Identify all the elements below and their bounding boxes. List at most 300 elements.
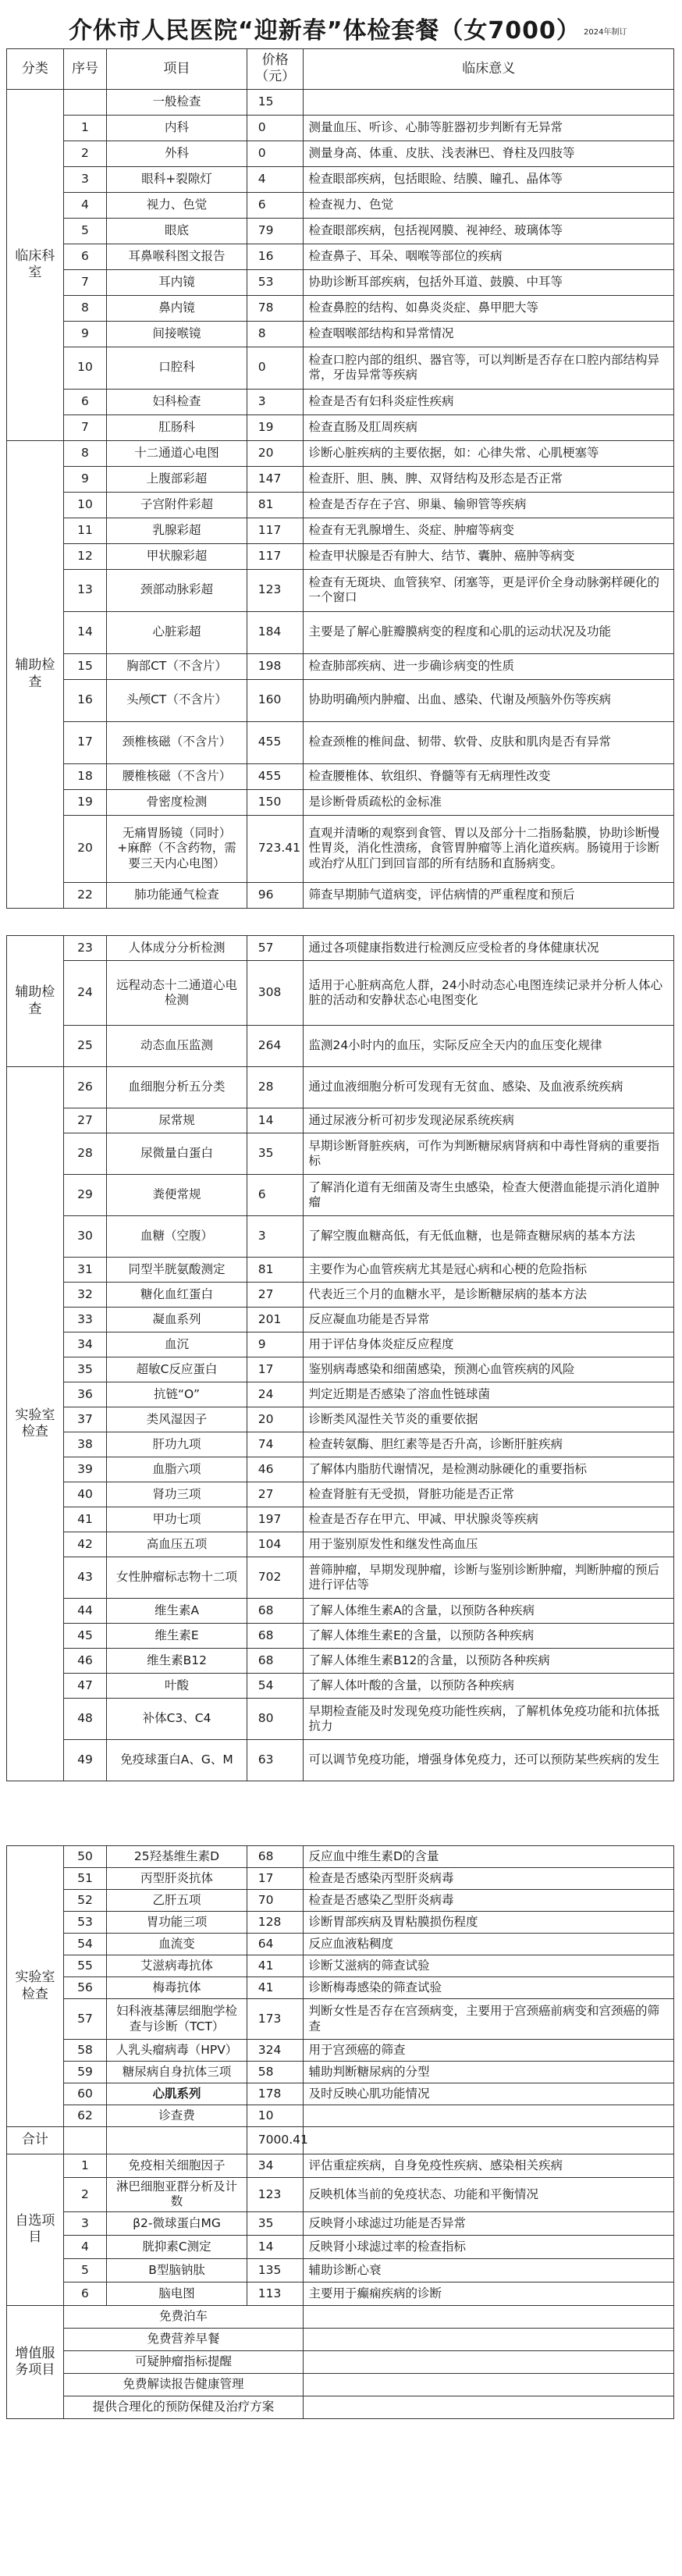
- price-cell: 723.41: [247, 815, 304, 882]
- seq-cell: 4: [63, 192, 107, 218]
- seq-cell: 48: [63, 1699, 107, 1740]
- seq-cell: 38: [63, 1432, 107, 1457]
- meaning-cell: 反应血中维生素D的含量: [304, 1846, 674, 1868]
- meaning-cell: 检查肾脏有无受损，肾脏功能是否正常: [304, 1482, 674, 1507]
- price-cell: 117: [247, 518, 304, 543]
- table-row: [7, 218, 674, 244]
- price-cell: 0: [247, 141, 304, 166]
- table-row: [7, 789, 674, 815]
- seq-cell: 9: [63, 321, 107, 347]
- seq-cell: 45: [63, 1624, 107, 1649]
- table-row: [7, 89, 674, 115]
- table-row: [7, 2258, 674, 2282]
- item-cell: 眼科+裂隙灯: [107, 166, 247, 192]
- item-cell: 糖化血红蛋白: [107, 1283, 247, 1308]
- seq-cell: 17: [63, 721, 107, 763]
- table-row: [7, 1557, 674, 1599]
- item-cell: 维生素B12: [107, 1649, 247, 1674]
- seq-cell: 7: [63, 269, 107, 295]
- meaning-cell: 辅助诊断心衰: [304, 2258, 674, 2282]
- price-cell: 0: [247, 115, 304, 141]
- service-item: 免费解读报告健康管理: [63, 2373, 304, 2396]
- table-row: [7, 721, 674, 763]
- item-cell: 颈部动脉彩超: [107, 569, 247, 611]
- seq-cell: 12: [63, 543, 107, 569]
- meaning-cell: [304, 2105, 674, 2127]
- item-cell: β2-微球蛋白MG: [107, 2211, 247, 2235]
- meaning-cell: 检查颈椎的椎间盘、韧带、软骨、皮肤和肌肉是否有异常: [304, 721, 674, 763]
- edition-note: 2024年制订: [584, 28, 627, 37]
- table-row: [7, 1649, 674, 1674]
- item-cell: 子宫附件彩超: [107, 492, 247, 518]
- seq-cell: 16: [63, 679, 107, 721]
- item-cell: 免疫球蛋白A、G、M: [107, 1740, 247, 1781]
- item-cell: 血沉: [107, 1332, 247, 1357]
- item-cell: 肾功三项: [107, 1482, 247, 1507]
- meaning-cell: 了解体内脂肪代谢情况，是检测动脉硬化的重要指标: [304, 1457, 674, 1482]
- table-row: [7, 1216, 674, 1258]
- service-item: 可疑肿瘤指标提醒: [63, 2350, 304, 2373]
- price-cell: 17: [247, 1357, 304, 1382]
- price-cell: 70: [247, 1890, 304, 1912]
- page-title: 介休市人民医院“迎新春”体检套餐（女7000）: [69, 17, 581, 44]
- meaning-cell: 检查有无乳腺增生、炎症、肿瘤等病变: [304, 518, 674, 543]
- seq-cell: [63, 89, 107, 115]
- item-cell: 颈椎核磁（不含片）: [107, 721, 247, 763]
- price-cell: 57: [247, 936, 304, 961]
- price-cell: 117: [247, 543, 304, 569]
- table-row: [7, 1283, 674, 1308]
- table-row: [7, 2040, 674, 2062]
- item-cell: 动态血压监测: [107, 1026, 247, 1067]
- price-cell: 198: [247, 653, 304, 679]
- meaning-cell: 了解人体维生素B12的含量，以预防各种疾病: [304, 1649, 674, 1674]
- item-cell: 鼻内镜: [107, 295, 247, 321]
- table-row: [7, 1308, 674, 1332]
- section-label: 实验室检查: [7, 1846, 64, 2127]
- price-cell: 81: [247, 492, 304, 518]
- item-cell: 心肌系列: [107, 2083, 247, 2105]
- meaning-cell: 用于鉴别原发性和继发性高血压: [304, 1532, 674, 1557]
- meaning-cell: 用于评估身体炎症反应程度: [304, 1332, 674, 1357]
- table-row: [7, 1133, 674, 1175]
- price-cell: 160: [247, 679, 304, 721]
- table-row: [7, 1332, 674, 1357]
- seq-cell: 43: [63, 1557, 107, 1599]
- table-row: [7, 2235, 674, 2258]
- price-cell: 3: [247, 1216, 304, 1258]
- table-row: [7, 295, 674, 321]
- meaning-cell: 协助明确颅内肿瘤、出血、感染、代谢及颅脑外伤等疾病: [304, 679, 674, 721]
- item-cell: 胃功能三项: [107, 1912, 247, 1934]
- table-row: [7, 2178, 674, 2212]
- meaning-cell: 检查咽喉部结构和异常情况: [304, 321, 674, 347]
- meaning-cell: 反映肾小球滤过功能是否异常: [304, 2211, 674, 2235]
- item-cell: 耳鼻喉科图文报告: [107, 244, 247, 269]
- meaning-cell: 了解人体维生素E的含量，以预防各种疾病: [304, 1624, 674, 1649]
- table-row: [7, 2154, 674, 2178]
- seq-cell: 41: [63, 1507, 107, 1532]
- empty-cell: [304, 2350, 674, 2373]
- seq-cell: 42: [63, 1532, 107, 1557]
- table-row: [7, 1258, 674, 1283]
- item-cell: 血细胞分析五分类: [107, 1067, 247, 1108]
- seq-cell: 57: [63, 1999, 107, 2040]
- table-row: [7, 1407, 674, 1432]
- seq-cell: 14: [63, 611, 107, 653]
- meaning-cell: 及时反映心肌功能情况: [304, 2083, 674, 2105]
- meaning-cell: 直观并清晰的观察到食管、胃以及部分十二指肠黏膜，协助诊断慢性胃炎，消化性溃疡，食管胃肿瘤等上消化道疾病。肠镜用于诊断或治疗从肛门到回盲部的所有结肠和直肠病变。: [304, 815, 674, 882]
- seq-cell: 3: [63, 2211, 107, 2235]
- item-cell: 叶酸: [107, 1674, 247, 1699]
- item-cell: 肛肠科: [107, 415, 247, 440]
- item-cell: 心脏彩超: [107, 611, 247, 653]
- price-cell: 74: [247, 1432, 304, 1457]
- seq-cell: 52: [63, 1890, 107, 1912]
- empty-cell: [304, 2373, 674, 2396]
- meaning-cell: 检查眼部疾病，包括眼睑、结膜、瞳孔、晶体等: [304, 166, 674, 192]
- table-row: [7, 1457, 674, 1482]
- price-cell: 20: [247, 440, 304, 466]
- price-cell: 96: [247, 882, 304, 908]
- meaning-cell: 检查鼻腔的结构、如鼻炎炎症、鼻甲肥大等: [304, 295, 674, 321]
- col-meaning: 临床意义: [304, 49, 674, 90]
- seq-cell: 2: [63, 2178, 107, 2212]
- price-cell: 19: [247, 415, 304, 440]
- seq-cell: 1: [63, 115, 107, 141]
- meaning-cell: 检查有无斑块、血管狭窄、闭塞等，更是评价全身动脉粥样硬化的一个窗口: [304, 569, 674, 611]
- meaning-cell: 了解消化道有无细菌及寄生虫感染，检查大便潜血能提示消化道肿瘤: [304, 1175, 674, 1216]
- meaning-cell: 诊断梅毒感染的筛查试验: [304, 1977, 674, 1999]
- empty-cell: [63, 2127, 107, 2154]
- table-row: [7, 1026, 674, 1067]
- section-label: 自选项目: [7, 2154, 64, 2306]
- table-row: [7, 1699, 674, 1740]
- table-row: [7, 1432, 674, 1457]
- package-table-part-2: [6, 935, 674, 1781]
- table-row: [7, 244, 674, 269]
- table-row: [7, 1175, 674, 1216]
- meaning-cell: 评估重症疾病，自身免疫性疾病、感染相关疾病: [304, 2154, 674, 2178]
- item-cell: 上腹部彩超: [107, 466, 247, 492]
- seq-cell: 26: [63, 1067, 107, 1108]
- meaning-cell: 诊断类风湿性关节炎的重要依据: [304, 1407, 674, 1432]
- seq-cell: 31: [63, 1258, 107, 1283]
- table-row: [7, 192, 674, 218]
- table-row: [7, 166, 674, 192]
- price-cell: 41: [247, 1955, 304, 1977]
- table-row: [7, 415, 674, 440]
- seq-cell: 23: [63, 936, 107, 961]
- seq-cell: 35: [63, 1357, 107, 1382]
- seq-cell: 47: [63, 1674, 107, 1699]
- meaning-cell: 早期诊断肾脏疾病，可作为判断糖尿病肾病和中毒性肾病的重要指标: [304, 1133, 674, 1175]
- item-cell: 外科: [107, 141, 247, 166]
- table-row: [7, 569, 674, 611]
- empty-cell: [304, 2127, 674, 2154]
- price-cell: 54: [247, 1674, 304, 1699]
- price-cell: 324: [247, 2040, 304, 2062]
- meaning-cell: 诊断心脏疾病的主要依据，如：心律失常、心肌梗塞等: [304, 440, 674, 466]
- section-label: 实验室检查: [7, 1067, 64, 1781]
- item-cell: 诊查费: [107, 2105, 247, 2127]
- item-cell: 抗链“O”: [107, 1382, 247, 1407]
- seq-cell: 44: [63, 1599, 107, 1624]
- empty-cell: [304, 2305, 674, 2328]
- item-cell: 尿常规: [107, 1108, 247, 1133]
- item-cell: 无痛胃肠镜（同时）+麻醉（不含药物，需要三天内心电图）: [107, 815, 247, 882]
- price-cell: 123: [247, 569, 304, 611]
- item-cell: 肺功能通气检查: [107, 882, 247, 908]
- item-cell: 免疫相关细胞因子: [107, 2154, 247, 2178]
- item-cell: 艾滋病毒抗体: [107, 1955, 247, 1977]
- price-cell: 173: [247, 1999, 304, 2040]
- seq-cell: 50: [63, 1846, 107, 1868]
- seq-cell: 37: [63, 1407, 107, 1432]
- seq-cell: 28: [63, 1133, 107, 1175]
- item-cell: 耳内镜: [107, 269, 247, 295]
- item-cell: 超敏C反应蛋白: [107, 1357, 247, 1382]
- table-row: [7, 815, 674, 882]
- meaning-cell: 检查口腔内部的组织、器官等，可以判断是否存在口腔内部结构异常，牙齿异常等疾病: [304, 347, 674, 389]
- price-cell: 41: [247, 1977, 304, 1999]
- section-label: 辅助检查: [7, 440, 64, 908]
- table-row: [7, 763, 674, 789]
- service-item: 免费泊车: [63, 2305, 304, 2328]
- meaning-cell: 反映机体当前的免疫状态、功能和平衡情况: [304, 2178, 674, 2212]
- item-cell: 25羟基维生素D: [107, 1846, 247, 1868]
- price-cell: 264: [247, 1026, 304, 1067]
- meaning-cell: 检查肝、胆、胰、脾、双肾结构及形态是否正常: [304, 466, 674, 492]
- table-row: [7, 2083, 674, 2105]
- seq-cell: 32: [63, 1283, 107, 1308]
- meaning-cell: 了解人体叶酸的含量，以预防各种疾病: [304, 1674, 674, 1699]
- seq-cell: 56: [63, 1977, 107, 1999]
- meaning-cell: 检查是否存在子宫、卵巢、输卵管等疾病: [304, 492, 674, 518]
- item-cell: 血脂六项: [107, 1457, 247, 1482]
- item-cell: 甲状腺彩超: [107, 543, 247, 569]
- table-row: [7, 1067, 674, 1108]
- price-cell: 17: [247, 1868, 304, 1890]
- meaning-cell: 用于宫颈癌的筛查: [304, 2040, 674, 2062]
- price-cell: 81: [247, 1258, 304, 1283]
- table-row: [7, 518, 674, 543]
- seq-cell: 40: [63, 1482, 107, 1507]
- col-price: 价格（元）: [247, 49, 304, 90]
- meaning-cell: 检查眼部疾病，包括视网膜、视神经、玻璃体等: [304, 218, 674, 244]
- table-row: [7, 1532, 674, 1557]
- table-row: [7, 1507, 674, 1532]
- table-row: [7, 1482, 674, 1507]
- item-cell: 乳腺彩超: [107, 518, 247, 543]
- package-table-part-1: [6, 48, 674, 909]
- table-row: [7, 466, 674, 492]
- price-cell: 79: [247, 218, 304, 244]
- table-row: [7, 440, 674, 466]
- item-cell: 类风湿因子: [107, 1407, 247, 1432]
- price-cell: 455: [247, 763, 304, 789]
- service-row: [7, 2350, 674, 2373]
- item-cell: 头颅CT（不含片）: [107, 679, 247, 721]
- total-value: 7000.41: [247, 2127, 304, 2154]
- price-cell: 135: [247, 2258, 304, 2282]
- meaning-cell: 检查是否存在甲亢、甲减、甲状腺炎等疾病: [304, 1507, 674, 1532]
- price-cell: 184: [247, 611, 304, 653]
- seq-cell: 11: [63, 518, 107, 543]
- seq-cell: 15: [63, 653, 107, 679]
- price-cell: 14: [247, 2235, 304, 2258]
- item-cell: 补体C3、C4: [107, 1699, 247, 1740]
- table-row: [7, 2062, 674, 2083]
- price-cell: 123: [247, 2178, 304, 2212]
- price-cell: 34: [247, 2154, 304, 2178]
- table-row: [7, 321, 674, 347]
- seq-cell: 27: [63, 1108, 107, 1133]
- meaning-cell: 主要作为心血管疾病尤其是冠心病和心梗的危险指标: [304, 1258, 674, 1283]
- package-table-part-3: [6, 1845, 674, 2419]
- service-row: [7, 2396, 674, 2418]
- item-cell: 糖尿病自身抗体三项: [107, 2062, 247, 2083]
- meaning-cell: 主要用于癫痫疾病的诊断: [304, 2282, 674, 2305]
- table-row: [7, 269, 674, 295]
- table-row: [7, 1934, 674, 1955]
- price-cell: 80: [247, 1699, 304, 1740]
- price-cell: 4: [247, 166, 304, 192]
- price-cell: 8: [247, 321, 304, 347]
- table-row: [7, 1740, 674, 1781]
- seq-cell: 62: [63, 2105, 107, 2127]
- item-cell: 脑电图: [107, 2282, 247, 2305]
- price-cell: 6: [247, 1175, 304, 1216]
- table-row: [7, 1890, 674, 1912]
- meaning-cell: 鉴别病毒感染和细菌感染，预测心血管疾病的风险: [304, 1357, 674, 1382]
- seq-cell: 6: [63, 389, 107, 415]
- item-cell: 高血压五项: [107, 1532, 247, 1557]
- item-cell: 丙型肝炎抗体: [107, 1868, 247, 1890]
- seq-cell: 4: [63, 2235, 107, 2258]
- service-row: [7, 2328, 674, 2350]
- meaning-cell: 可以调节免疫功能，增强身体免疫力，还可以预防某些疾病的发生: [304, 1740, 674, 1781]
- item-cell: 腰椎核磁（不含片）: [107, 763, 247, 789]
- price-cell: 58: [247, 2062, 304, 2083]
- seq-cell: 19: [63, 789, 107, 815]
- table-row: [7, 653, 674, 679]
- price-cell: 64: [247, 1934, 304, 1955]
- price-cell: 35: [247, 2211, 304, 2235]
- seq-cell: 9: [63, 466, 107, 492]
- service-item: 提供合理化的预防保健及治疗方案: [63, 2396, 304, 2418]
- meaning-cell: 主要是了解心脏瓣膜病变的程度和心肌的运动状况及功能: [304, 611, 674, 653]
- meaning-cell: 了解人体维生素A的含量，以预防各种疾病: [304, 1599, 674, 1624]
- meaning-cell: 检查是否感染乙型肝炎病毒: [304, 1890, 674, 1912]
- item-cell: 人乳头瘤病毒（HPV）: [107, 2040, 247, 2062]
- seq-cell: 36: [63, 1382, 107, 1407]
- price-cell: 46: [247, 1457, 304, 1482]
- meaning-cell: 检查腰椎体、软组织、脊髓等有无病理性改变: [304, 763, 674, 789]
- seq-cell: 13: [63, 569, 107, 611]
- seq-cell: 54: [63, 1934, 107, 1955]
- price-cell: 28: [247, 1067, 304, 1108]
- item-cell: 间接喉镜: [107, 321, 247, 347]
- col-item: 项目: [107, 49, 247, 90]
- table-row: [7, 961, 674, 1026]
- meaning-cell: 诊断胃部疾病及胃粘膜损伤程度: [304, 1912, 674, 1934]
- table-row: [7, 543, 674, 569]
- item-cell: 妇科检查: [107, 389, 247, 415]
- price-cell: 20: [247, 1407, 304, 1432]
- table-row: [7, 1912, 674, 1934]
- section-label: 增值服务项目: [7, 2305, 64, 2418]
- price-cell: 68: [247, 1649, 304, 1674]
- price-cell: 455: [247, 721, 304, 763]
- table-row: [7, 1624, 674, 1649]
- price-cell: 10: [247, 2105, 304, 2127]
- seq-cell: 33: [63, 1308, 107, 1332]
- meaning-cell: 协助诊断耳部疾病，包括外耳道、鼓膜、中耳等: [304, 269, 674, 295]
- meaning-cell: 通过尿液分析可初步发现泌尿系统疾病: [304, 1108, 674, 1133]
- price-cell: 201: [247, 1308, 304, 1332]
- item-cell: 粪便常规: [107, 1175, 247, 1216]
- table-row: [7, 2105, 674, 2127]
- seq-cell: 30: [63, 1216, 107, 1258]
- price-cell: 14: [247, 1108, 304, 1133]
- col-seq: 序号: [63, 49, 107, 90]
- item-cell: 同型半胱氨酸测定: [107, 1258, 247, 1283]
- meaning-cell: 是诊断骨质疏松的金标准: [304, 789, 674, 815]
- item-cell: 内科: [107, 115, 247, 141]
- price-cell: 0: [247, 347, 304, 389]
- price-cell: 197: [247, 1507, 304, 1532]
- price-cell: 15: [247, 89, 304, 115]
- price-cell: 178: [247, 2083, 304, 2105]
- meaning-cell: 测量血压、听诊、心肺等脏器初步判断有无异常: [304, 115, 674, 141]
- price-cell: 104: [247, 1532, 304, 1557]
- item-cell: 口腔科: [107, 347, 247, 389]
- table-row: [7, 611, 674, 653]
- meaning-cell: 监测24小时内的血压，实际反应全天内的血压变化规律: [304, 1026, 674, 1067]
- meaning-cell: 反映肾小球滤过率的检查指标: [304, 2235, 674, 2258]
- seq-cell: 5: [63, 2258, 107, 2282]
- meaning-cell: 反应血液粘稠度: [304, 1934, 674, 1955]
- seq-cell: 58: [63, 2040, 107, 2062]
- seq-cell: 5: [63, 218, 107, 244]
- price-cell: 27: [247, 1482, 304, 1507]
- item-cell: 甲功七项: [107, 1507, 247, 1532]
- seq-cell: 6: [63, 244, 107, 269]
- price-cell: 113: [247, 2282, 304, 2305]
- item-cell: 维生素A: [107, 1599, 247, 1624]
- table-header-row: [7, 49, 674, 90]
- table-row: [7, 347, 674, 389]
- meaning-cell: 检查是否感染丙型肝炎病毒: [304, 1868, 674, 1890]
- item-cell: 眼底: [107, 218, 247, 244]
- seq-cell: 10: [63, 492, 107, 518]
- seq-cell: 60: [63, 2083, 107, 2105]
- price-cell: 147: [247, 466, 304, 492]
- seq-cell: 24: [63, 961, 107, 1026]
- total-label: 合计: [7, 2127, 64, 2154]
- meaning-cell: 检查直肠及肛周疾病: [304, 415, 674, 440]
- table-row: [7, 115, 674, 141]
- table-row: [7, 1674, 674, 1699]
- item-cell: 人体成分分析检测: [107, 936, 247, 961]
- seq-cell: 1: [63, 2154, 107, 2178]
- seq-cell: 39: [63, 1457, 107, 1482]
- seq-cell: 22: [63, 882, 107, 908]
- table-row: [7, 1868, 674, 1890]
- table-row: [7, 389, 674, 415]
- seq-cell: 8: [63, 295, 107, 321]
